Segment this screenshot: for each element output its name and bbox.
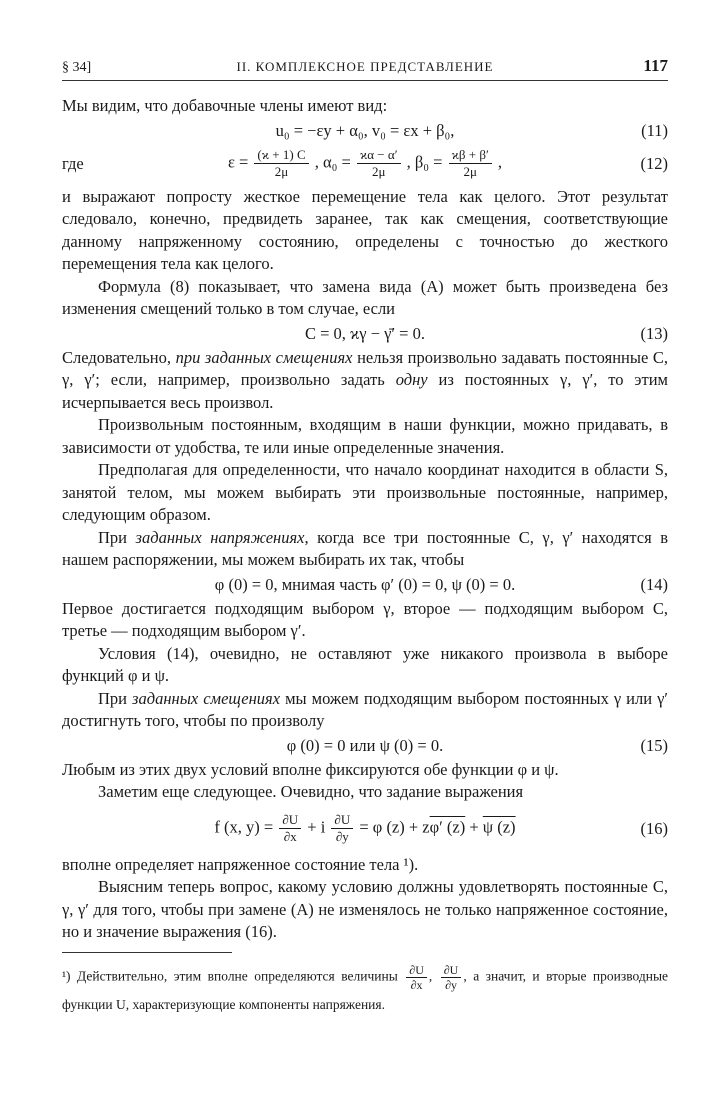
footnote [62, 963, 668, 1018]
text-run: Следовательно, [62, 347, 176, 367]
text-run: , [428, 968, 433, 984]
footnote-divider [62, 952, 232, 953]
paragraph: Произвольным постоянным, входящим в наши функции, можно придавать, в зависимости от удобства, те или иные определенные значения. [62, 415, 668, 457]
fraction [441, 963, 462, 992]
eq-text: , α₀ = [314, 152, 351, 172]
equation-16 [62, 806, 668, 852]
paragraph [62, 527, 668, 572]
numerator: ϰβ + β′ [449, 147, 492, 164]
paragraph: Заметим еще следующее. Очевидно, что задание выражения [98, 782, 524, 801]
equation-body: φ (0) = 0 или ψ (0) = 0. [286, 735, 444, 755]
text-run: ¹) Действительно, этим вполне определяются величины [62, 968, 398, 984]
paragraph: Мы видим, что добавочные члены имеют вид: [62, 96, 388, 115]
eq-text: , β₀ = [406, 152, 443, 172]
denominator: 2μ [463, 164, 477, 179]
text-run: из постоянных γ, γ′, то этим исчерпывается весь произвол. [62, 370, 668, 412]
equation-body [112, 147, 618, 180]
denominator: 2μ [372, 164, 386, 179]
numerator: ∂U [406, 963, 427, 978]
denominator: ∂x [410, 977, 423, 992]
conjugate-term: φ′ (z) [429, 817, 466, 837]
italic-phrase: заданных напряжениях [135, 527, 305, 547]
italic-phrase: при заданных смещениях [175, 347, 353, 367]
numerator: ϰα − α′ [357, 147, 401, 164]
eq-text: f (x, y) = [214, 817, 274, 837]
equation-13 [62, 323, 668, 345]
fraction [279, 812, 301, 845]
conjugate-term: ψ (z) [482, 817, 516, 837]
paragraph: Предполагая для определенности, что начало координат находится в области S, занятой телом, мы можем выбирать эти произвольные постоянные, например, следующим образом. [62, 460, 668, 524]
equation-number: (13) [640, 323, 668, 343]
numerator: ∂U [441, 963, 462, 978]
text-run: При [98, 527, 136, 547]
italic-phrase: одну [395, 370, 428, 389]
equation-body: C = 0, ϰγ − γ̄′ = 0. [305, 323, 425, 343]
equation-number: (16) [640, 818, 668, 838]
denominator: ∂y [335, 829, 349, 844]
where-label: где [62, 153, 84, 173]
text-run: , когда все три постоянные C, γ, γ′ находятся в нашем распоряжении, мы можем выбирать их так, чтобы [62, 527, 668, 569]
denominator: ∂x [283, 829, 297, 844]
paragraph: Выясним теперь вопрос, какому условию должны удовлетворять постоянные C, γ, γ′ для того, чтобы при замене (A) не изменялось не только напряженное состояние, но и значение выражения (16). [62, 877, 668, 941]
equation-body: φ (0) = 0, мнимая часть φ′ (0) = 0, ψ (0) = 0. [214, 574, 516, 594]
equation-14 [62, 574, 668, 596]
text-run: , а значит, и вторые производные функции U, характеризующие компоненты напряжения. [62, 968, 669, 1012]
paragraph [62, 347, 668, 415]
text-run: мы можем подходящим выбором постоянных γ или γ′ достигнуть того, чтобы по произволу [62, 688, 669, 730]
eq-text: , [497, 152, 503, 172]
equation-number: (14) [640, 574, 668, 594]
paragraph [62, 688, 668, 733]
paragraph: вполне определяет напряженное состояние тела ¹). [62, 854, 419, 874]
paragraph: и выражают попросту жесткое перемещение тела как целого. Этот результат следовало, конечно, предвидеть заранее, так как смещения, соответствующие данному напряженному состоянию, определены с точностью до жесткого перемещения тела как целого. [62, 186, 668, 273]
eq-text: + [465, 817, 483, 837]
equation-11 [62, 120, 668, 142]
italic-phrase: заданных смещениях [132, 688, 281, 708]
paragraph: Любым из этих двух условий вполне фиксируются обе функции φ и ψ. [62, 759, 559, 779]
page-number: 117 [643, 56, 668, 75]
equation-number: (12) [640, 153, 668, 173]
equation-12 [62, 144, 668, 184]
fraction [254, 147, 308, 180]
paragraph: Формула (8) показывает, что замена вида (A) может быть произведена без изменения смещений только в том случае, если [62, 276, 668, 318]
equation-body: u₀ = −εy + α₀, v₀ = εx + β₀, [275, 120, 455, 140]
eq-text: + i [307, 817, 326, 837]
text-run: При [98, 688, 133, 708]
fraction [449, 147, 492, 180]
paragraph: Первое достигается подходящим выбором γ, второе — подходящим выбором C, третье — подходящим выбором γ′. [62, 598, 668, 640]
equation-body [112, 812, 618, 845]
chapter-title: II. КОМПЛЕКСНОЕ ПРЕДСТАВЛЕНИЕ [236, 59, 494, 74]
eq-text: = φ (z) + z [359, 817, 430, 837]
fraction [357, 147, 401, 180]
fraction [331, 812, 353, 845]
text-run: нельзя произвольно задавать постоянные C, γ, γ′; если, например, произвольно задать [62, 347, 669, 389]
page [62, 56, 668, 1018]
section-ref: § 34] [62, 60, 92, 75]
denominator: ∂y [445, 977, 458, 992]
equation-number: (11) [641, 120, 668, 140]
running-header [62, 56, 668, 81]
denominator: 2μ [274, 164, 289, 179]
numerator: (ϰ + 1) C [254, 147, 308, 164]
equation-number: (15) [640, 735, 668, 755]
numerator: ∂U [331, 812, 353, 829]
equation-15 [62, 735, 668, 757]
paragraph: Условия (14), очевидно, не оставляют уже никакого произвола в выборе функций φ и ψ. [62, 643, 668, 685]
fraction [406, 963, 427, 992]
eq-text: ε = [227, 152, 249, 172]
numerator: ∂U [279, 812, 301, 829]
